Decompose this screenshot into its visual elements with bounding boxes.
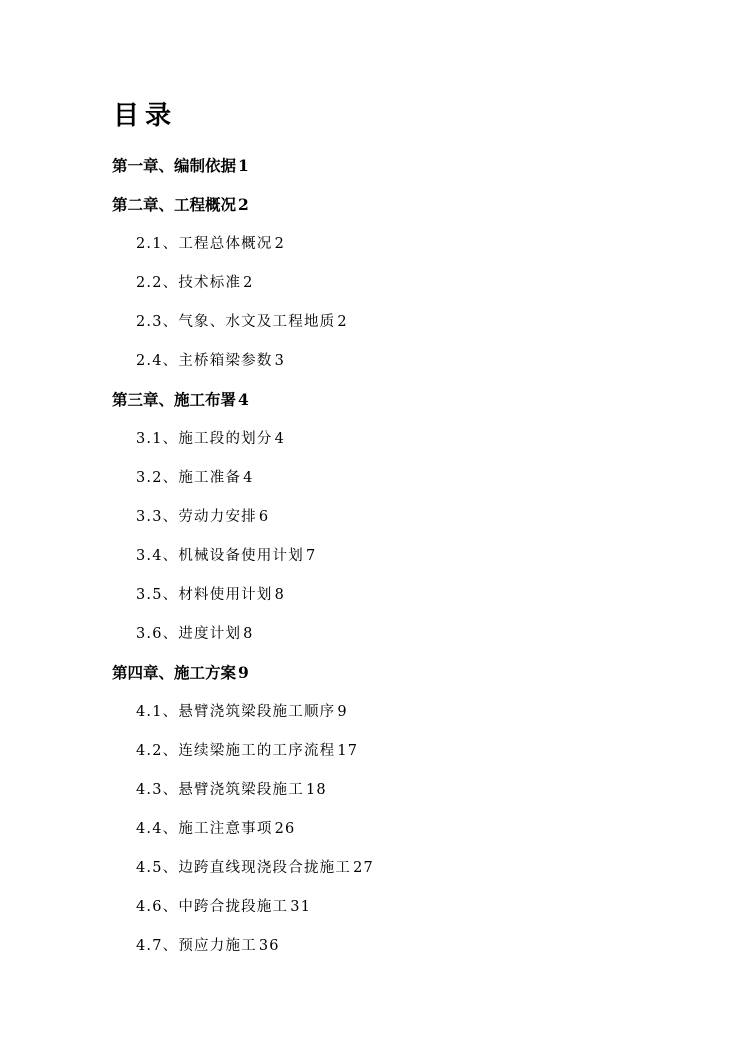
toc-entry-label: 4.1、悬臂浇筑梁段施工顺序 [136, 704, 336, 720]
toc-entry-page-number: 27 [353, 860, 374, 876]
toc-entry-page-number: 36 [258, 938, 280, 954]
toc-entry-page-number: 8 [243, 626, 254, 642]
toc-entry-page-number: 17 [337, 743, 359, 759]
toc-section-entry [136, 584, 285, 606]
toc-chapter-entry [112, 155, 249, 177]
toc-entry-label: 3.4、机械设备使用计划 [136, 548, 304, 564]
toc-entry-page-number: 2 [337, 314, 348, 330]
toc-entry-page-number: 31 [290, 899, 312, 915]
toc-entry-label: 4.7、预应力施工 [136, 938, 257, 954]
toc-entry-label: 4.5、边跨直线现浇段合拢施工 [136, 860, 352, 876]
toc-entry-page-number: 6 [258, 509, 270, 525]
toc-entry-label: 4.3、悬臂浇筑梁段施工 [136, 782, 304, 798]
toc-entry-label: 第一章、编制依据 [112, 156, 237, 175]
toc-section-entry [136, 740, 358, 762]
toc-entry-page-number: 1 [238, 156, 249, 175]
toc-title: 目录 [113, 101, 178, 131]
toc-entry-label: 3.3、劳动力安排 [136, 509, 257, 525]
toc-section-entry [136, 506, 269, 528]
toc-section-entry [136, 623, 254, 645]
toc-section-entry [136, 467, 254, 489]
toc-section-entry [136, 779, 327, 801]
toc-section-entry [136, 857, 374, 879]
toc-entry-page-number: 18 [305, 782, 327, 798]
toc-entry-label: 4.6、中跨合拢段施工 [136, 899, 289, 915]
toc-entry-label: 第三章、施工布署 [112, 390, 237, 409]
toc-entry-label: 2.2、技术标准 [136, 275, 242, 291]
toc-entry-page-number: 4 [274, 431, 285, 447]
toc-entry-page-number: 4 [238, 390, 249, 409]
toc-entry-page-number: 26 [274, 821, 296, 837]
toc-entry-page-number: 9 [238, 663, 249, 682]
toc-section-entry [136, 818, 295, 840]
toc-entry-label: 2.1、工程总体概况 [136, 236, 273, 252]
toc-entry-label: 2.3、气象、水文及工程地质 [136, 314, 336, 330]
toc-section-entry [136, 701, 348, 723]
toc-entry-label: 第二章、工程概况 [112, 195, 237, 214]
toc-entry-label: 第四章、施工方案 [112, 663, 237, 682]
toc-section-entry [136, 350, 285, 372]
toc-chapter-entry [112, 194, 249, 216]
toc-entry-label: 3.6、进度计划 [136, 626, 242, 642]
toc-chapter-entry [112, 662, 249, 684]
toc-entry-page-number: 8 [274, 587, 285, 603]
toc-chapter-entry [112, 389, 249, 411]
toc-section-entry [136, 428, 285, 450]
toc-section-entry [136, 311, 348, 333]
toc-entry-page-number: 7 [305, 548, 317, 564]
toc-entry-page-number: 4 [243, 470, 254, 486]
toc-section-entry [136, 896, 311, 918]
toc-section-entry [136, 935, 280, 957]
toc-entry-page-number: 2 [243, 275, 254, 291]
toc-entry-label: 4.2、连续梁施工的工序流程 [136, 743, 336, 759]
toc-entry-page-number: 9 [337, 704, 348, 720]
toc-section-entry [136, 545, 316, 567]
toc-section-entry [136, 272, 254, 294]
toc-entry-label: 4.4、施工注意事项 [136, 821, 273, 837]
toc-entry-page-number: 3 [274, 353, 285, 369]
toc-entry-page-number: 2 [238, 195, 249, 214]
toc-entry-page-number: 2 [274, 236, 285, 252]
toc-entry-label: 3.5、材料使用计划 [136, 587, 273, 603]
toc-entry-label: 3.1、施工段的划分 [136, 431, 273, 447]
toc-entry-label: 2.4、主桥箱梁参数 [136, 353, 273, 369]
toc-section-entry [136, 233, 285, 255]
toc-entry-label: 3.2、施工准备 [136, 470, 242, 486]
